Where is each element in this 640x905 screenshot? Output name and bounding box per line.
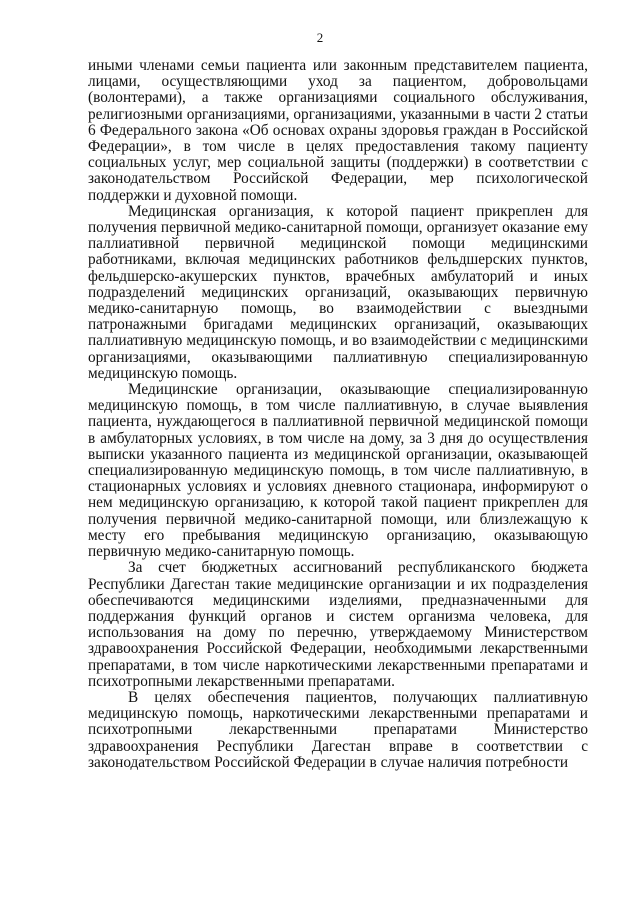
paragraph-5: В целях обеспечения пациентов, получающих паллиативную медицинскую помощь, наркотическими лекарственными препаратами и психотропными лекарственными препаратами Министерство здравоохранения Республики Дагестан вправе в соответствии с законодательством Российской Федерации в случае наличия потребности [88, 688, 588, 771]
paragraph-1-continuation: иными членами семьи пациента или законным представителем пациента, лицами, осуществляющими уход за пациентом, добровольцами (волонтерами), а также организациями социального обслуживания, религиозными организациями, организациями, указанными в части 2 статьи 6 Федерального закона «Об основах охраны здоровья граждан в Российской Федерации», в том числе в целях предоставления такому пациенту социальных услуг, мер социальной защиты (поддержки) в соответствии с законодательством Российской Федерации, мер психологической поддержки и духовной помощи. [88, 57, 588, 204]
paragraph-2: Медицинская организация, к которой пациент прикреплен для получения первичной медико-санитарной помощи, организует оказание ему паллиативной первичной медицинской помощи медицинскими работниками, включая медицинских работников фельдшерских пунктов, фельдшерско-акушерских пунктов, врачебных амбулаторий и иных подразделений медицинских организаций, оказывающих первичную медико-санитарную помощь, во взаимодействии с выездными патронажными бригадами медицинских организаций, оказывающих паллиативную медицинскую помощь, и во взаимодействии с медицинскими организациями, оказывающими паллиативную специализированную медицинскую помощь. [88, 202, 588, 382]
paragraph-4: За счет бюджетных ассигнований республиканского бюджета Республики Дагестан такие медицинские организации и их подразделения обеспечиваются медицинскими изделиями, предназначенными для поддержания функций органов и систем организма человека, для использования на дому по перечню, утверждаемому Министерством здравоохранения Российской Федерации, необходимыми лекарственными препаратами, в том числе наркотическими лекарственными препаратами и психотропными лекарственными препаратами. [88, 559, 588, 690]
document-body [88, 58, 588, 771]
page-number: 2 [316, 30, 324, 45]
paragraph-3: Медицинские организации, оказывающие специализированную медицинскую помощь, в том числе паллиативную, в случае выявления пациента, нуждающегося в паллиативной первичной медицинской помощи в амбулаторных условиях, в том числе на дому, за 3 дня до осуществления выписки указанного пациента из медицинской организации, оказывающей специализированную медицинскую помощь, в том числе паллиативную, в стационарных условиях и условиях дневного стационара, информируют о нем медицинскую организацию, к которой такой пациент прикреплен для получения первичной медико-санитарной помощи, или близлежащую к месту его пребывания медицинскую организацию, оказывающую первичную медико-санитарную помощь. [88, 381, 588, 561]
